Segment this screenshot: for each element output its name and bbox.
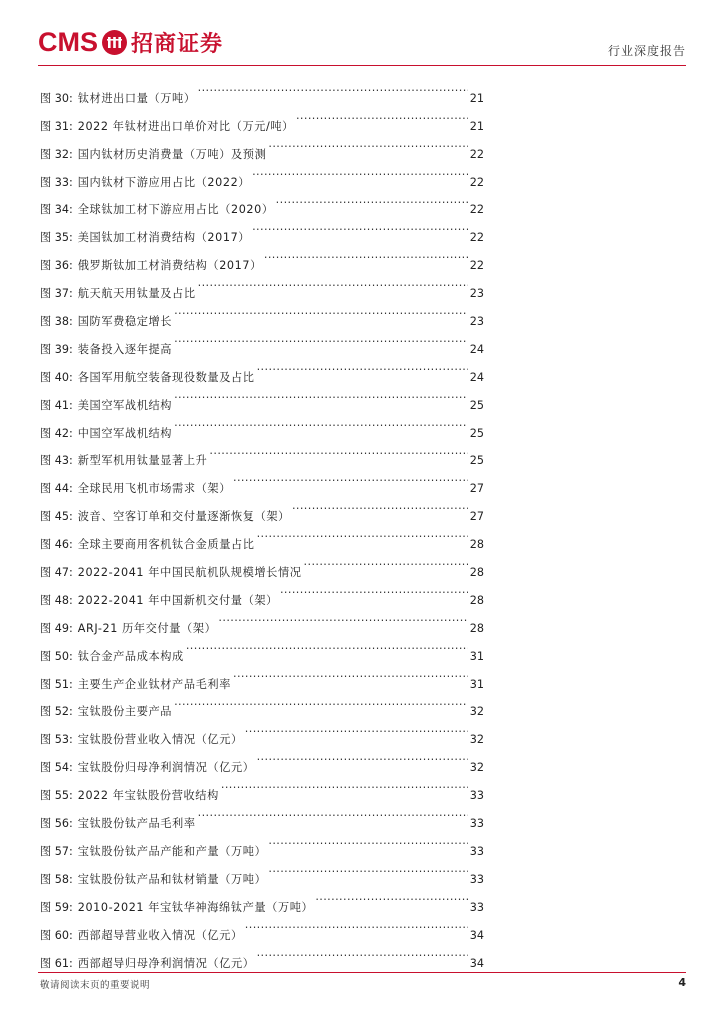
- figure-number: 图 39:: [40, 342, 73, 356]
- figure-number: 图 53:: [40, 733, 73, 747]
- figure-title: 西部超导营业收入情况（亿元）: [77, 928, 243, 942]
- figure-title: 钛材进出口量（万吨）: [77, 91, 196, 105]
- figure-page-number: 22: [469, 147, 484, 161]
- figure-title: 宝钛股份钛产品和钛材销量（万吨）: [77, 872, 267, 886]
- figure-title: 国内钛材下游应用占比（2022）: [77, 175, 251, 189]
- figure-page-number: 33: [469, 789, 484, 803]
- figure-number: 图 49:: [40, 621, 73, 635]
- figure-title: 美国空军战机结构: [77, 398, 173, 412]
- dot-leader: [264, 241, 468, 269]
- figure-page-number: 23: [469, 315, 484, 329]
- dot-leader: [252, 213, 468, 241]
- figure-number: 图 30:: [40, 91, 73, 105]
- figure-number: 图 47:: [40, 566, 73, 580]
- dot-leader: [268, 827, 467, 855]
- figure-number: 图 55:: [40, 789, 73, 803]
- figure-page-number: 25: [469, 426, 484, 440]
- figure-title: 全球钛加工材下游应用占比（2020）: [77, 203, 274, 217]
- figure-number: 图 31:: [40, 119, 73, 133]
- logo-text-cn: 招商证券: [131, 31, 224, 57]
- figure-page-number: 31: [469, 649, 484, 663]
- dot-leader: [198, 799, 468, 827]
- dot-leader: [296, 102, 468, 130]
- figure-title: 宝钛股份营业收入情况（亿元）: [77, 733, 243, 747]
- figure-title: 宝钛股份归母净利润情况（亿元）: [77, 761, 255, 775]
- dot-leader: [257, 939, 468, 967]
- figure-title: 宝钛股份钛产品毛利率: [77, 817, 196, 831]
- figure-title: 装备投入逐年提高: [77, 342, 173, 356]
- figure-page-number: 33: [469, 872, 484, 886]
- figure-page-number: 27: [469, 510, 484, 524]
- figure-page-number: 27: [469, 482, 484, 496]
- dot-leader: [268, 855, 467, 883]
- figure-title: 中国空军战机结构: [77, 426, 173, 440]
- figure-title: 全球主要商用客机钛合金质量占比: [77, 538, 255, 552]
- figure-title: 2010-2021 年宝钛华神海绵钛产量（万吨）: [77, 900, 314, 914]
- figure-number: 图 54:: [40, 761, 73, 775]
- dot-leader: [174, 297, 468, 325]
- figure-number: 图 46:: [40, 538, 73, 552]
- dot-leader: [257, 353, 468, 381]
- figure-page-number: 25: [469, 454, 484, 468]
- figure-number: 图 50:: [40, 649, 73, 663]
- figure-title: 各国军用航空装备现役数量及占比: [77, 370, 255, 384]
- figure-number: 图 56:: [40, 817, 73, 831]
- figure-number: 图 60:: [40, 928, 73, 942]
- dot-leader: [252, 158, 468, 186]
- figure-number: 图 48:: [40, 593, 73, 607]
- dot-leader: [174, 381, 468, 409]
- figure-page-number: 32: [469, 705, 484, 719]
- figure-number: 图 42:: [40, 426, 73, 440]
- dot-leader: [186, 632, 468, 660]
- figure-page-number: 28: [469, 621, 484, 635]
- figure-title: 新型军机用钛量显著上升: [77, 454, 208, 468]
- figure-title: 波音、空客订单和交付量逐渐恢复（架）: [77, 510, 290, 524]
- dot-leader: [209, 437, 467, 465]
- logo-text-en: CMS: [38, 26, 98, 57]
- page-number: 4: [678, 976, 686, 989]
- figure-list: [40, 74, 484, 970]
- figure-page-number: 33: [469, 900, 484, 914]
- dot-leader: [245, 911, 468, 939]
- figure-number: 图 35:: [40, 231, 73, 245]
- figure-title: 钛合金产品成本构成: [77, 649, 184, 663]
- logo-seal-icon: [102, 30, 127, 55]
- footer-disclaimer: 敬请阅读末页的重要说明: [40, 980, 151, 991]
- figure-title: 西部超导归母净利润情况（亿元）: [77, 956, 255, 970]
- figure-number: 图 61:: [40, 956, 73, 970]
- figure-title: 2022 年宝钛股份营收结构: [77, 789, 219, 803]
- figure-number: 图 52:: [40, 705, 73, 719]
- dot-leader: [257, 743, 468, 771]
- figure-number: 图 32:: [40, 147, 73, 161]
- figure-page-number: 33: [469, 844, 484, 858]
- figure-title: 美国钛加工材消费结构（2017）: [77, 231, 251, 245]
- report-type-label: 行业深度报告: [607, 44, 686, 58]
- figure-page-number: 34: [469, 928, 484, 942]
- figure-number: 图 58:: [40, 872, 73, 886]
- dot-leader: [304, 548, 468, 576]
- footer-divider: [38, 972, 686, 973]
- figure-number: 图 44:: [40, 482, 73, 496]
- page-header: [0, 0, 724, 70]
- dot-leader: [257, 520, 468, 548]
- figure-page-number: 34: [469, 956, 484, 970]
- dot-leader: [276, 186, 468, 214]
- figure-title: 宝钛股份钛产品产能和产量（万吨）: [77, 844, 267, 858]
- dot-leader: [292, 492, 468, 520]
- figure-page-number: 28: [469, 538, 484, 552]
- figure-page-number: 28: [469, 593, 484, 607]
- figure-number: 图 36:: [40, 259, 73, 273]
- figure-page-number: 24: [469, 370, 484, 384]
- figure-page-number: 22: [469, 259, 484, 273]
- figure-page-number: 28: [469, 566, 484, 580]
- figure-title: 2022-2041 年中国新机交付量（架）: [77, 593, 278, 607]
- figure-number: 图 40:: [40, 370, 73, 384]
- figure-number: 图 41:: [40, 398, 73, 412]
- figure-page-number: 33: [469, 817, 484, 831]
- dot-leader: [280, 576, 468, 604]
- figure-page-number: 21: [469, 119, 484, 133]
- cms-logo: [38, 26, 223, 58]
- figure-number: 图 59:: [40, 900, 73, 914]
- figure-page-number: 24: [469, 342, 484, 356]
- figure-title: 国防军费稳定增长: [77, 315, 173, 329]
- figure-page-number: 32: [469, 761, 484, 775]
- figure-number: 图 43:: [40, 454, 73, 468]
- dot-leader: [198, 74, 468, 102]
- dot-leader: [218, 604, 467, 632]
- dot-leader: [245, 715, 468, 743]
- dot-leader: [174, 325, 468, 353]
- figure-title: 全球民用飞机市场需求（架）: [77, 482, 231, 496]
- figure-title: 主要生产企业钛材产品毛利率: [77, 677, 231, 691]
- figure-title: 国内钛材历史消费量（万吨）及预测: [77, 147, 267, 161]
- header-divider: [38, 65, 686, 66]
- figure-title: 俄罗斯钛加工材消费结构（2017）: [77, 259, 262, 273]
- figure-number: 图 33:: [40, 175, 73, 189]
- figure-number: 图 37:: [40, 287, 73, 301]
- figure-number: 图 57:: [40, 844, 73, 858]
- figure-number: 图 34:: [40, 203, 73, 217]
- figure-page-number: 21: [469, 91, 484, 105]
- figure-title: ARJ-21 历年交付量（架）: [77, 621, 217, 635]
- figure-page-number: 25: [469, 398, 484, 412]
- figure-page-number: 32: [469, 733, 484, 747]
- figure-page-number: 31: [469, 677, 484, 691]
- figure-page-number: 23: [469, 287, 484, 301]
- figure-title: 航天航天用钛量及占比: [77, 287, 196, 301]
- figure-page-number: 22: [469, 203, 484, 217]
- figure-number: 图 45:: [40, 510, 73, 524]
- figure-page-number: 22: [469, 231, 484, 245]
- dot-leader: [174, 688, 468, 716]
- figure-title: 2022 年钛材进出口单价对比（万元/吨）: [77, 119, 294, 133]
- dot-leader: [268, 130, 467, 158]
- figure-title: 宝钛股份主要产品: [77, 705, 173, 719]
- dot-leader: [198, 269, 468, 297]
- dot-leader: [221, 771, 468, 799]
- dot-leader: [174, 409, 468, 437]
- figure-number: 图 51:: [40, 677, 73, 691]
- dot-leader: [233, 464, 468, 492]
- figure-number: 图 38:: [40, 315, 73, 329]
- dot-leader: [233, 660, 468, 688]
- toc-entry[interactable]: [40, 74, 484, 105]
- figure-page-number: 22: [469, 175, 484, 189]
- dot-leader: [315, 883, 467, 911]
- figure-title: 2022-2041 年中国民航机队规模增长情况: [77, 566, 302, 580]
